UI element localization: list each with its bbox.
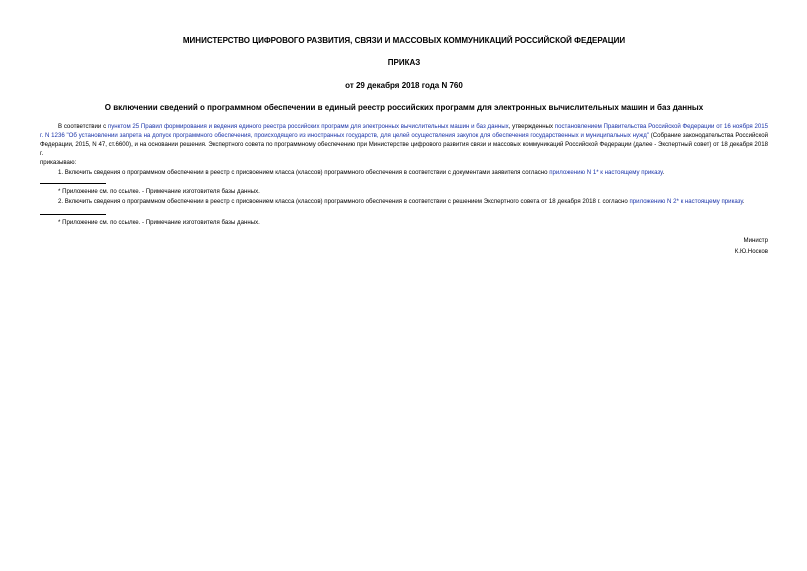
rules-link[interactable]: пунктом 25 Правил формирования и ведения единого реестра российских программ для электронных вычислительных машин и баз данных <box>107 123 509 130</box>
appendix-2-link[interactable]: приложению N 2* к настоящему приказу <box>629 198 743 205</box>
document-date: от 29 декабря 2018 года N 760 <box>345 81 463 90</box>
preamble-text-1: В соответствии с <box>58 123 108 130</box>
preamble-text-2: , утвержденных <box>508 123 555 130</box>
government-decree-link[interactable]: постановлением Правительства Российской Федерации от 16 ноября 2015 г. N 1236 "Об установлении запрета на допуск программного обеспечения, происходящего из иностранных государств, для целей осуществления закупок для обеспечения государственных и муниципальных нужд" <box>40 123 769 139</box>
order-item-1-end: . <box>662 169 665 176</box>
preamble-paragraph <box>40 122 768 158</box>
order-word: приказываю: <box>40 159 77 166</box>
order-item-1 <box>40 168 768 177</box>
document-title: О включении сведений о программном обеспечении в единый реестр российских программ для электронных вычислительных машин и баз данных <box>104 103 704 112</box>
order-item-2-end: . <box>742 198 745 205</box>
order-item-2 <box>40 197 768 206</box>
document-page <box>40 30 768 257</box>
order-item-1-text: 1. Включить сведения о программном обеспечении в реестр с присвоением класса (классов) программного обеспечения в соответствии с документами заявителя согласно <box>58 169 550 176</box>
footnote-2: * Приложение см. по ссылке. - Примечание изготовителя базы данных. <box>58 219 260 226</box>
ministry-name: МИНИСТЕРСТВО ЦИФРОВОГО РАЗВИТИЯ, СВЯЗИ И МАССОВЫХ КОММУНИКАЦИЙ РОССИЙСКОЙ ФЕДЕРАЦИИ <box>182 36 626 45</box>
order-item-2-text: 2. Включить сведения о программном обеспечении в реестр с присвоением класса (классов) программного обеспечения в соответствии с решением Экспертного совета от 18 декабря 2018 г. согласно <box>58 198 630 205</box>
preamble-text-3: (Собрание законодательства Российской Федерации, 2015, N 47, ст.6600), и на основании решения. Экспертного совета по программному обеспечению при Министерстве цифрового развития связи и массовых коммуникаций Российской Федерации (далее - Экспертный совет) от 18 декабря 2018 г. <box>40 132 768 157</box>
signatory-name: К.Ю.Носков <box>734 248 768 255</box>
signature-block <box>40 235 768 257</box>
footnote-1: * Приложение см. по ссылке. - Примечание изготовителя базы данных. <box>58 188 260 195</box>
footnote-separator <box>40 183 106 184</box>
appendix-1-link[interactable]: приложению N 1* к настоящему приказу <box>549 169 663 176</box>
document-type: ПРИКАЗ <box>387 58 421 67</box>
signatory-position: Министр <box>743 237 768 244</box>
footnote-separator <box>40 214 106 215</box>
